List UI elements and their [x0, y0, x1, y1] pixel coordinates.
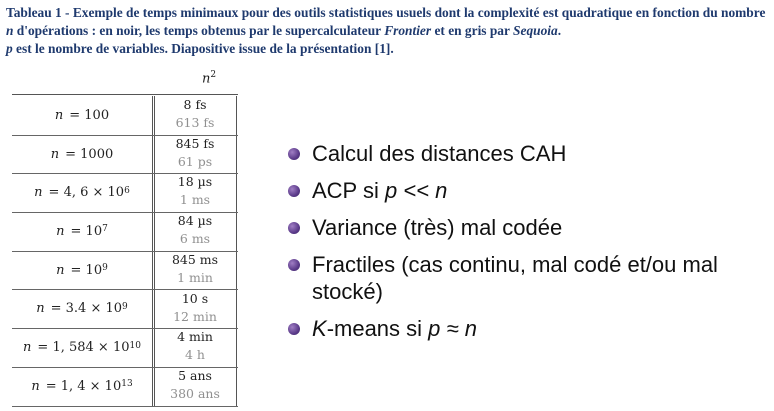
row-label: n = 100 — [54, 107, 110, 123]
sequoia-time: 1 ms — [179, 192, 211, 208]
table-top-rule — [12, 94, 238, 95]
table-row — [12, 96, 238, 136]
frontier-time: 84 µs — [177, 213, 213, 229]
bullet-list — [286, 140, 766, 352]
caption-var-n: n — [6, 23, 14, 38]
sequoia-time: 380 ans — [170, 385, 220, 401]
sequoia-time: 4 h — [185, 347, 205, 363]
bullet-item: Variance (très) mal codée — [286, 214, 766, 241]
bullet-icon — [288, 222, 300, 234]
caption-text: . — [557, 23, 562, 38]
frontier-time: 4 min — [177, 329, 213, 345]
table-caption — [6, 4, 768, 58]
caption-text: Tableau 1 - Exemple de temps minimaux pour des outils statistiques usuels dont la complexité est quadratique en fonction du nombre — [6, 5, 766, 20]
bullet-icon — [288, 259, 300, 271]
bullet-item: K-means si p ≈ n — [286, 315, 766, 342]
bullet-icon — [288, 185, 300, 197]
table-row — [12, 212, 238, 252]
row-label: n = 1, 4 × 10 $^{13}$ — [31, 378, 133, 394]
bullet-item: Fractiles (cas continu, mal codé et/ou mal stocké) — [286, 251, 766, 305]
column-header: $n^2$ — [201, 70, 217, 87]
row-label: n = 4, 6 × 10 $^6$ — [34, 185, 130, 201]
bullet-item: Calcul des distances CAH — [286, 140, 766, 167]
sequoia-time: 12 min — [173, 308, 217, 324]
caption-var-p: p — [6, 41, 13, 56]
table-row — [12, 328, 238, 368]
bullet-item: ACP si p << n — [286, 177, 766, 204]
caption-text: et en gris par — [431, 23, 514, 38]
table-row — [12, 290, 238, 330]
frontier-time: 845 ms — [171, 251, 219, 267]
frontier-time: 8 fs — [183, 97, 207, 112]
frontier-time: 845 fs — [175, 135, 215, 151]
frontier-time: 10 s — [181, 290, 209, 306]
caption-text: d'opérations : en noir, les temps obtenus par le supercalculateur — [13, 23, 385, 38]
table-row — [12, 173, 238, 213]
table-row — [12, 251, 238, 291]
bullet-icon — [288, 323, 300, 335]
caption-text: est le nombre de variables. Diapositive issue de la présentation [1]. — [12, 41, 394, 56]
caption-sequoia: Sequoia — [513, 23, 558, 38]
bullet-icon — [288, 148, 300, 160]
row-label: n = 10 $^9$ — [56, 262, 108, 278]
table-row — [12, 135, 238, 175]
table-row — [12, 367, 238, 407]
sequoia-time: 6 ms — [179, 231, 211, 247]
row-label: n = 10 $^7$ — [56, 223, 108, 239]
row-label: n = 3.4 × 10 $^9$ — [36, 301, 128, 317]
sequoia-time: 613 fs — [175, 115, 215, 130]
sequoia-time: 61 ps — [177, 153, 213, 169]
frontier-time: 18 µs — [177, 174, 213, 190]
row-label: n = 1, 584 × 10 $^{10}$ — [23, 340, 141, 356]
caption-frontier: Frontier — [384, 23, 432, 38]
row-label: n = 1000 — [50, 146, 114, 162]
frontier-time: 5 ans — [178, 367, 212, 383]
sequoia-time: 1 min — [177, 269, 213, 285]
